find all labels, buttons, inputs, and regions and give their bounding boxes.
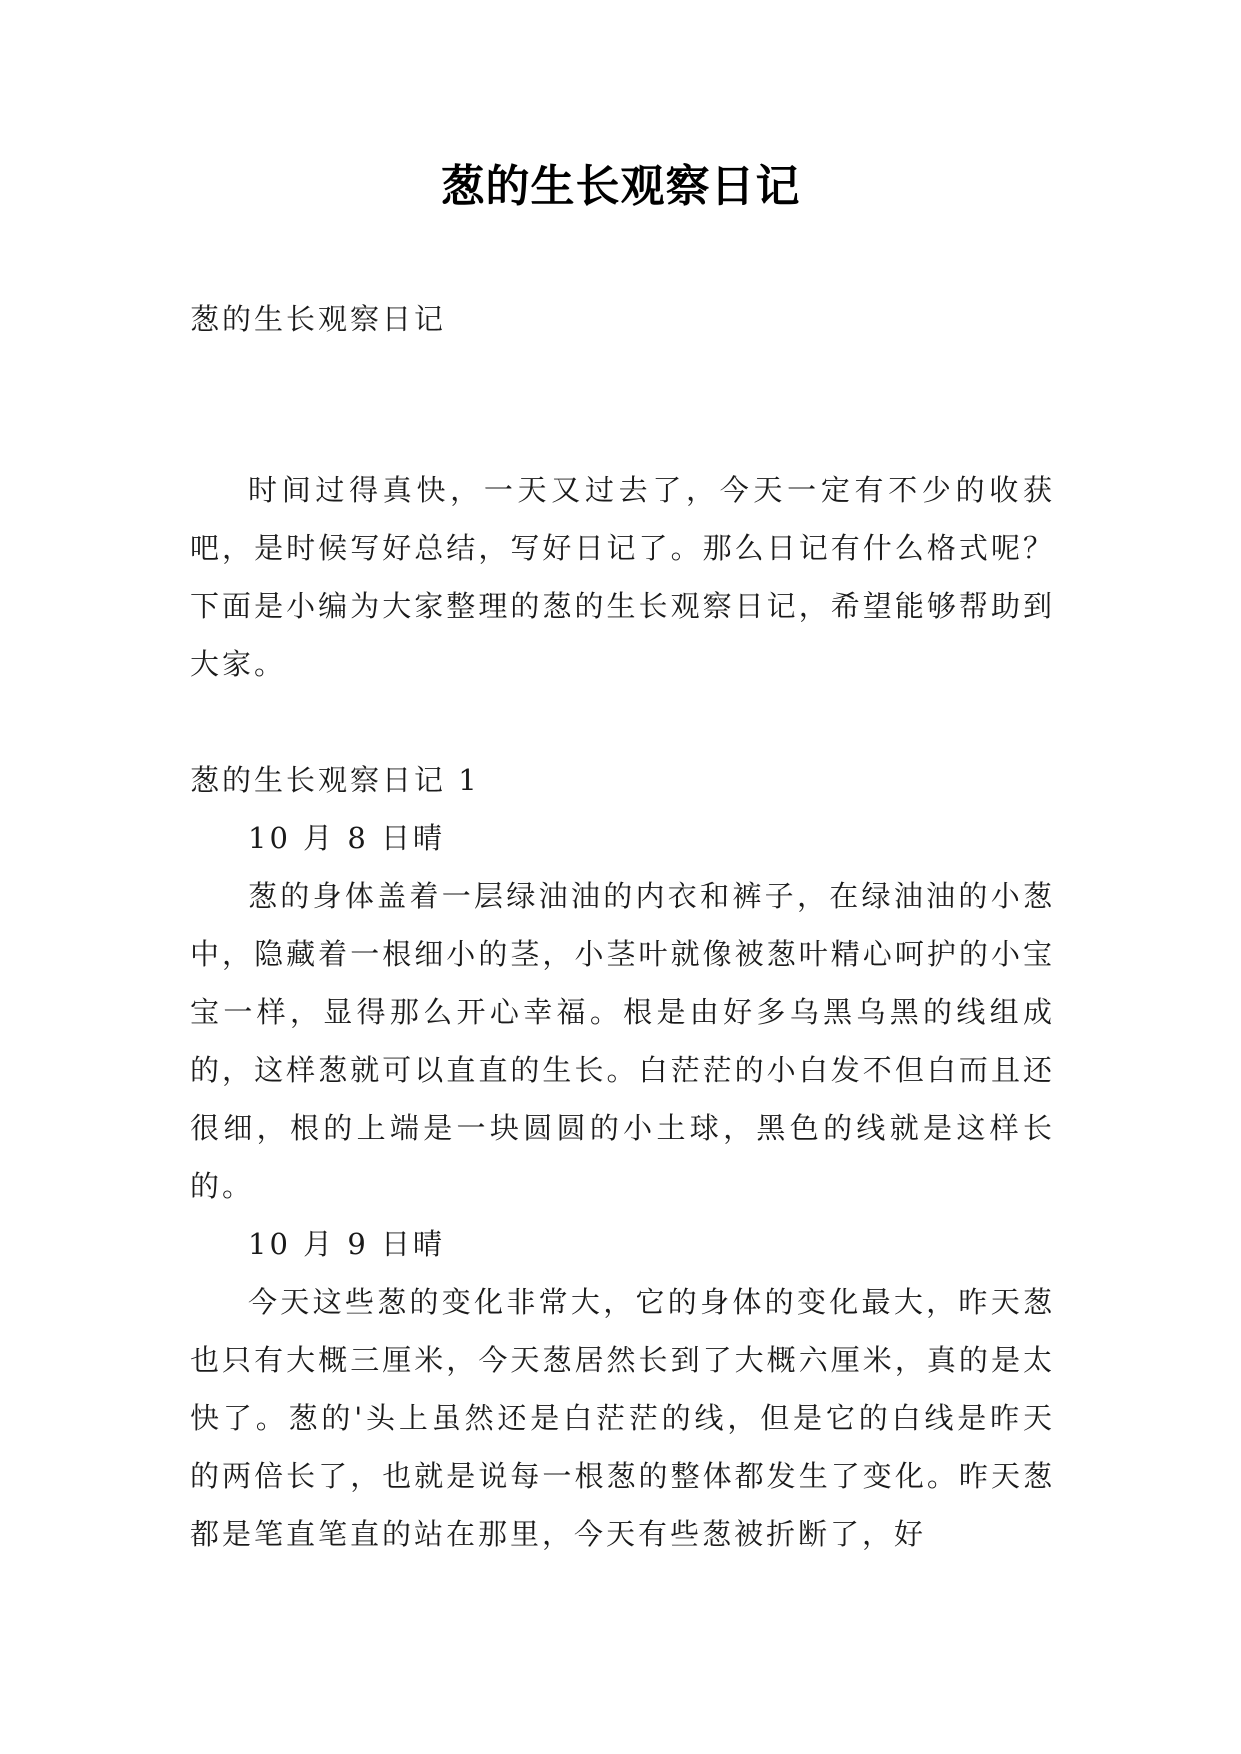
entry-date: 10 月 9 日晴 [248, 1227, 446, 1261]
entry-paragraph: 葱的身体盖着一层绿油油的内衣和裤子，在绿油油的小葱中，隐藏着一根细小的茎，小茎叶就像被葱叶精心呵护的小宝宝一样，显得那么开心幸福。根是由好多乌黑乌黑的线组成的，这样葱就可以直直的生长。白茫茫的小白发不但白而且还很细，根的上端是一块圆圆的小土球，黑色的线就是这样长的。 [190, 879, 1055, 1203]
entry-date: 10 月 8 日晴 [248, 821, 446, 855]
intro-paragraph: 时间过得真快，一天又过去了，今天一定有不少的收获吧，是时候写好总结，写好日记了。那么日记有什么格式呢？下面是小编为大家整理的葱的生长观察日记，希望能够帮助到大家。 [190, 473, 1055, 681]
section-heading: 葱的生长观察日记 1 [190, 763, 480, 797]
document-body [190, 290, 1055, 1563]
document-title: 葱的生长观察日记 [440, 161, 801, 212]
document-subtitle: 葱的生长观察日记 [190, 302, 447, 336]
entry-paragraph: 今天这些葱的变化非常大，它的身体的变化最大，昨天葱也只有大概三厘米，今天葱居然长到了大概六厘米，真的是太快了。葱的'头上虽然还是白茫茫的线，但是它的白线是昨天的两倍长了，也就是说每一根葱的整体都发生了变化。昨天葱都是笔直笔直的站在那里，今天有些葱被折断了，好 [190, 1285, 1055, 1551]
